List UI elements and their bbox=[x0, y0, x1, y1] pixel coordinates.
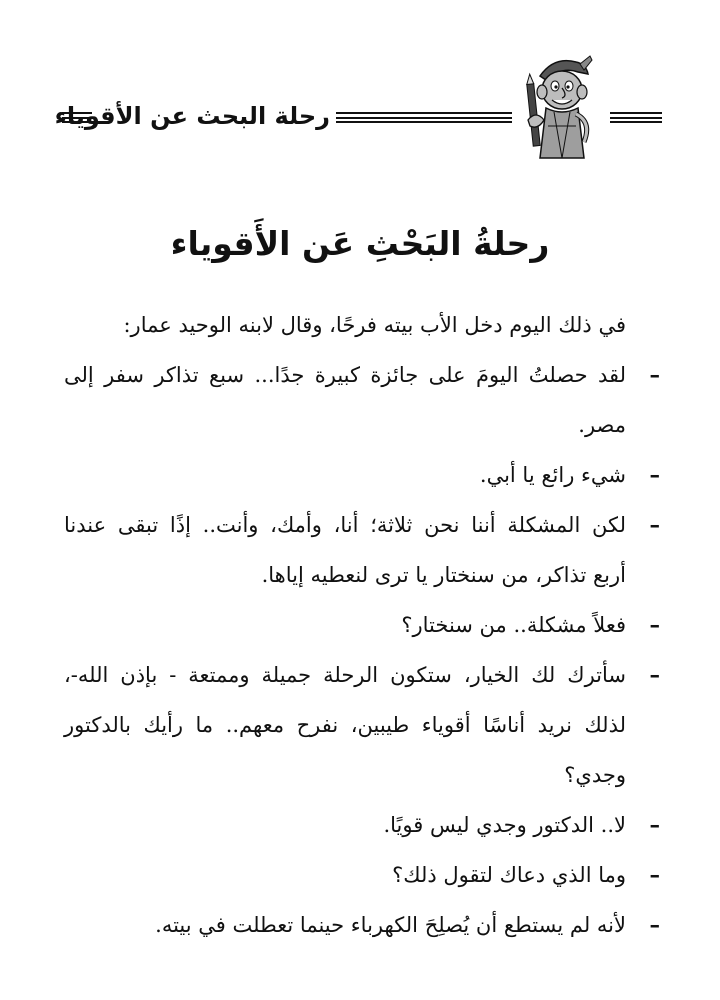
header-rule-right bbox=[610, 112, 662, 123]
dialogue-continuation: وجدي؟ bbox=[564, 763, 626, 787]
dialogue-continuation: أربع تذاكر، من سنختار يا ترى لنعطيه إياها. bbox=[261, 563, 626, 587]
chapter-title: رحلةُ البَحْثِ عَن الأَقوياء bbox=[170, 224, 550, 263]
running-header bbox=[0, 0, 720, 170]
dialogue-continuation: مصر. bbox=[578, 413, 626, 437]
dialogue-dash: – bbox=[649, 912, 660, 937]
header-rule-middle bbox=[336, 112, 512, 123]
dialogue-line: –وما الذي دعاك لتقول ذلك؟ bbox=[64, 850, 660, 900]
dialogue-dash: – bbox=[649, 462, 660, 487]
dialogue-continuation: لذلك نريد أناسًا أقوياء طيبين، نفرح معهم.. ما رأيك بالدكتور bbox=[64, 713, 626, 737]
dialogue-dash: – bbox=[649, 612, 660, 637]
paragraph-line: في ذلك اليوم دخل الأب بيته فرحًا، وقال لابنه الوحيد عمار: bbox=[123, 313, 626, 337]
dialogue-dash: – bbox=[649, 362, 660, 387]
dialogue-line: –شيء رائع يا أبي. bbox=[64, 450, 660, 500]
dialogue-dash: – bbox=[649, 662, 660, 687]
dialogue-line: –لا.. الدكتور وجدي ليس قويًا. bbox=[64, 800, 660, 850]
dialogue-line: –سأترك لك الخيار، ستكون الرحلة جميلة وممتعة - بإذن الله-، bbox=[64, 650, 660, 700]
running-title: رحلة البحث عن الأقوياء bbox=[54, 102, 330, 130]
dialogue-line: –لكن المشكلة أننا نحن ثلاثة؛ أنا، وأمك، وأنت.. إذًا تبقى عندنا bbox=[64, 500, 660, 550]
dialogue-line: –لقد حصلتُ اليومَ على جائزة كبيرة جدًا... سبع تذاكر سفر إلى bbox=[64, 350, 660, 400]
header-rule-left bbox=[62, 112, 92, 123]
dialogue-line: –لأنه لم يستطع أن يُصلِحَ الكهرباء حينما تعطلت في بيته. bbox=[64, 900, 660, 950]
story-text bbox=[64, 300, 660, 950]
dialogue-dash: – bbox=[649, 812, 660, 837]
dialogue-dash: – bbox=[649, 862, 660, 887]
mascot-illustration bbox=[518, 50, 608, 162]
dialogue-line: –فعلاً مشكلة.. من سنختار؟ bbox=[64, 600, 660, 650]
dialogue-dash: – bbox=[649, 512, 660, 537]
